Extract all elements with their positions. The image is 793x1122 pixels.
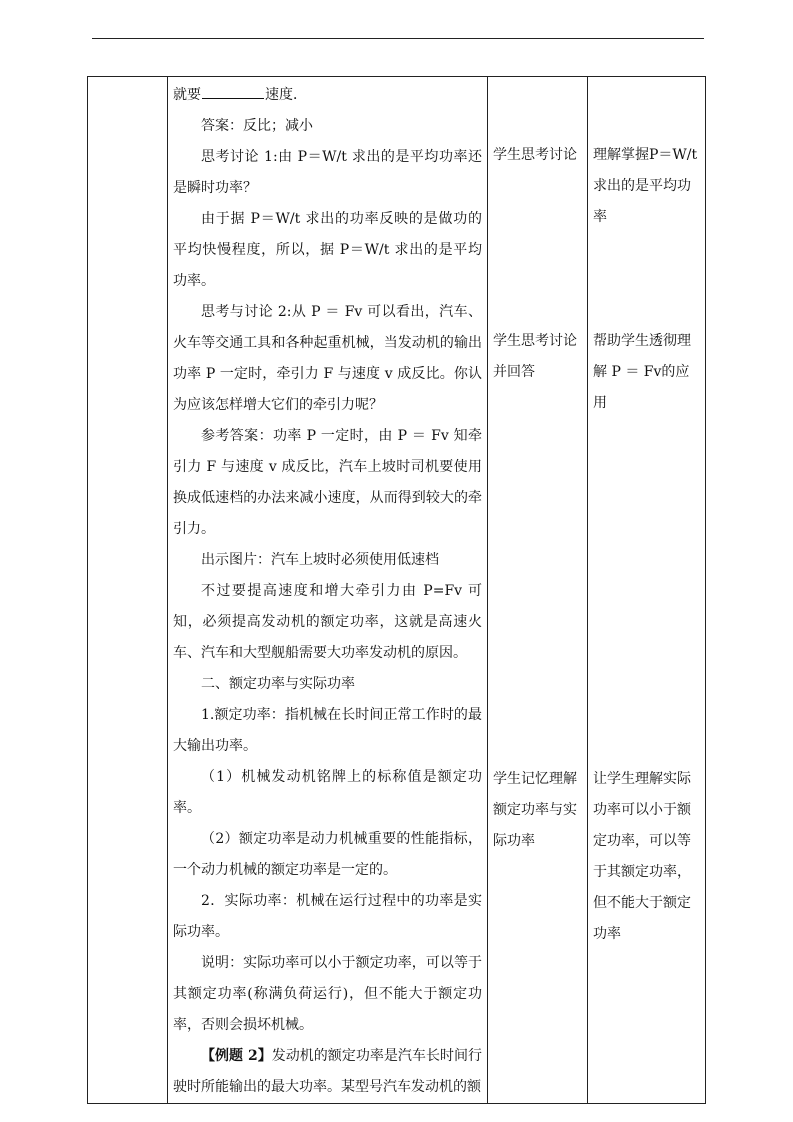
content-column — [168, 77, 488, 1104]
answer-blank — [202, 84, 264, 99]
section-heading-2: 二、额定功率与实际功率 — [201, 676, 355, 692]
fill-blank-prefix: 就要 — [173, 87, 201, 103]
table-row — [88, 77, 706, 1104]
student-activity-column — [488, 77, 588, 1104]
fill-blank-suffix: 速度． — [265, 87, 307, 103]
example-tag: 【例题 2】 — [201, 1048, 272, 1064]
empty-first-column — [88, 77, 168, 1104]
example-2 — [173, 1041, 482, 1103]
engine-power-note: 不过要提高速度和增大牵引力由 P=Fv 可知，必须提高发动机的额定功率，这就是高速火车、汽车和大型舰船需要大功率发动机的原因。 — [173, 583, 482, 661]
discussion-1: 思考讨论 1:由 P＝W/t 求出的是平均功率还是瞬时功率？ — [173, 149, 482, 196]
design-intent-2: 帮助学生透彻理 解 P ＝ Fv的应 用 — [593, 333, 691, 411]
design-intent-1: 理解掌握P＝W/t 求出的是平均功 率 — [593, 147, 698, 225]
rated-power-point-1: （1）机械发动机铭牌上的标称值是额定功率。 — [173, 769, 482, 816]
student-activity-2: 学生思考讨论 并回答 — [493, 333, 577, 380]
show-picture-note: 出示图片：汽车上坡时必须使用低速档 — [201, 552, 439, 568]
header-rule — [92, 38, 704, 39]
fill-blank-line — [173, 80, 482, 111]
discussion-1-answer: 由于据 P＝W/t 求出的功率反映的是做功的平均快慢程度，所以，据 P＝W/t 求出的是平均功率。 — [173, 211, 482, 289]
discussion-2-answer: 参考答案：功率 P 一定时，由 P ＝ Fv 知牵引力 F 与速度 v 成反比，汽车上坡时司机要使用换成低速档的办法来减小速度，从而得到较大的牵引力。 — [173, 428, 482, 537]
answer-1: 答案：反比；减小 — [201, 118, 313, 134]
student-activity-1: 学生思考讨论 — [493, 147, 577, 163]
explanation: 说明：实际功率可以小于额定功率，可以等于其额定功率(称满负荷运行)，但不能大于额定功率，否则会损坏机械。 — [173, 955, 482, 1033]
design-intent-3: 让学生理解实际 功率可以小于额 定功率，可以等 于其额定功率， 但不能大于额定 功率 — [593, 771, 691, 942]
actual-power-definition: 2．实际功率：机械在运行过程中的功率是实际功率。 — [173, 893, 482, 940]
rated-power-point-2: （2）额定功率是动力机械重要的性能指标，一个动力机械的额定功率是一定的。 — [173, 831, 482, 878]
discussion-2: 思考与讨论 2:从 P ＝ Fv 可以看出，汽车、火车等交通工具和各种起重机械，当发动机的输出功率 P 一定时，牵引力 F 与速度 v 成反比。你认为应该怎样增大它们的牵引力呢？ — [173, 304, 482, 413]
lesson-table — [87, 76, 706, 1104]
student-activity-3: 学生记忆理解 额定功率与实 际功率 — [493, 771, 577, 849]
example-text: 发动机的额定功率是汽车长时间行驶时所能输出的最大功率。某型号汽车发动机的额 — [173, 1048, 482, 1095]
rated-power-definition: 1.额定功率：指机械在长时间正常工作时的最大输出功率。 — [173, 707, 482, 754]
design-intent-column — [588, 77, 706, 1104]
